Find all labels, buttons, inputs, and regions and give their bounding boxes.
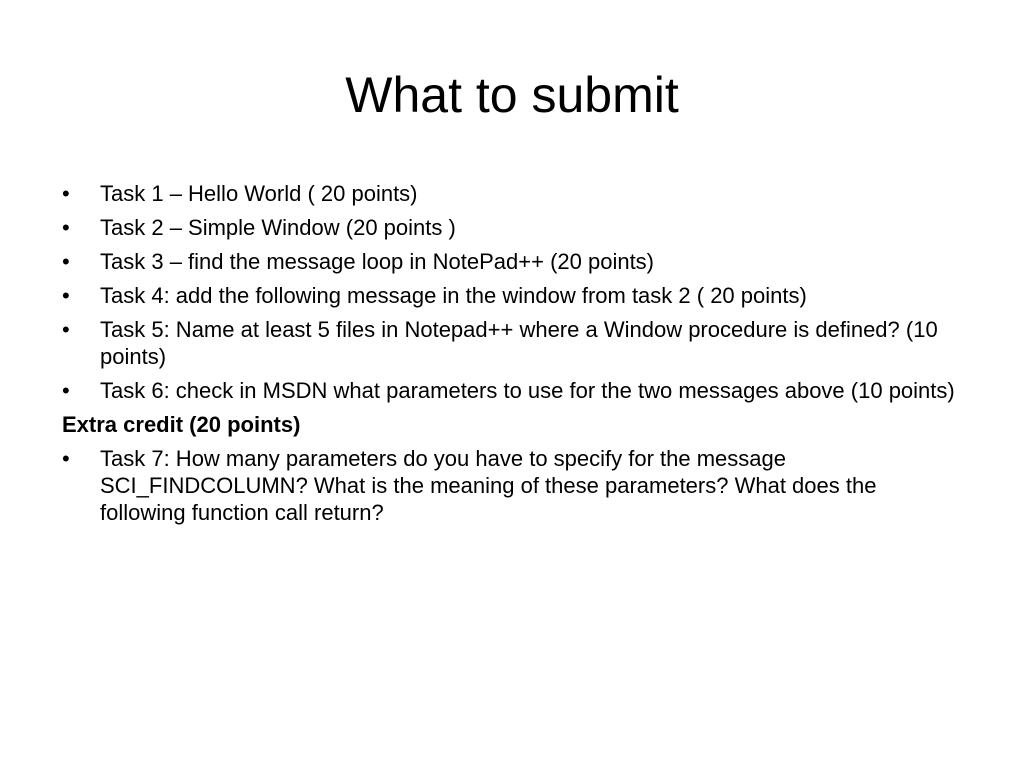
bullet-icon: • — [62, 283, 70, 308]
task-7-text: Task 7: How many parameters do you have to specify for the message SCI_FINDCOLUMN? What is the meaning of these parameters? What does the following function call return? — [100, 446, 877, 525]
bullet-icon: • — [62, 378, 70, 403]
task-5-text: Task 5: Name at least 5 files in Notepad++ where a Window procedure is defined? (10 points) — [100, 317, 938, 369]
bullet-icon: • — [62, 249, 70, 274]
task-1-text: Task 1 – Hello World ( 20 points) — [100, 181, 418, 206]
slide-content — [62, 180, 962, 533]
list-item — [62, 377, 962, 404]
list-item — [62, 180, 962, 207]
task-2-text: Task 2 – Simple Window (20 points ) — [100, 215, 456, 240]
list-item — [62, 214, 962, 241]
task-6-text: Task 6: check in MSDN what parameters to use for the two messages above (10 points) — [100, 378, 955, 403]
task-4-text: Task 4: add the following message in the window from task 2 ( 20 points) — [100, 283, 807, 308]
list-item — [62, 316, 962, 370]
extra-credit-heading: Extra credit (20 points) — [62, 412, 301, 437]
task-3-text: Task 3 – find the message loop in NotePad++ (20 points) — [100, 249, 655, 274]
bullet-icon: • — [62, 317, 70, 342]
bullet-icon: • — [62, 215, 70, 240]
slide-title: What to submit — [345, 67, 679, 123]
bullet-icon: • — [62, 181, 70, 206]
list-item — [62, 248, 962, 275]
list-item — [62, 445, 962, 526]
bullet-icon: • — [62, 446, 70, 471]
list-item — [62, 282, 962, 309]
